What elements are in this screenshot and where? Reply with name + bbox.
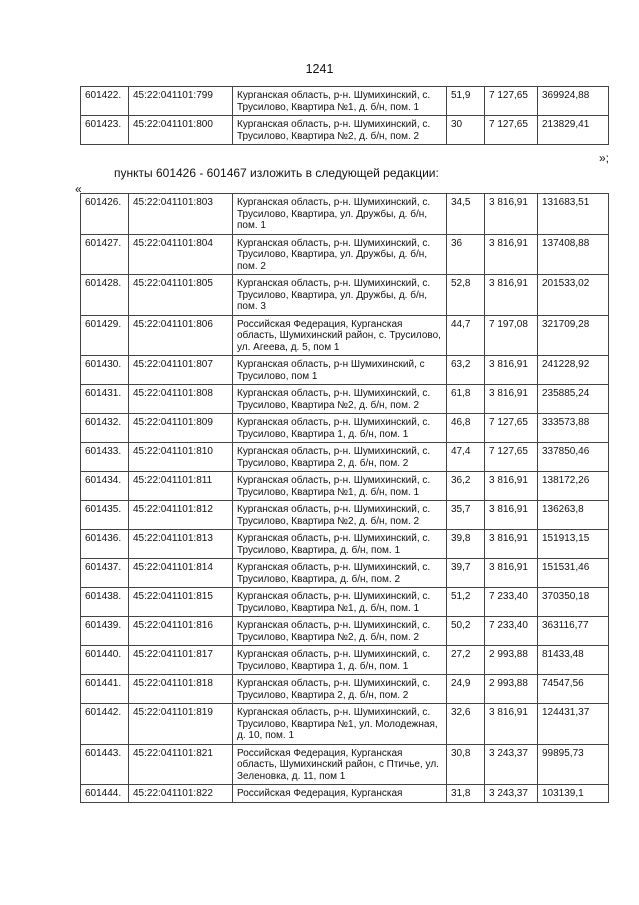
amendment-instruction: пункты 601426 - 601467 изложить в следующей редакции:	[114, 166, 439, 180]
address-cell: Курганская область, р-н Шумихинский, с Трусилово, пом 1	[233, 356, 447, 385]
cadastral-number-cell: 45:22:041101:819	[129, 704, 233, 745]
cadastral-number-cell: 45:22:041101:800	[129, 116, 233, 145]
table-row	[81, 472, 609, 501]
table-row	[81, 646, 609, 675]
cadastral-value-cell: 241228,92	[538, 356, 609, 385]
specific-value-cell: 3 243,37	[485, 785, 538, 803]
cadastral-value-cell: 151913,15	[538, 530, 609, 559]
closing-quote: »;	[598, 151, 609, 165]
address-cell: Курганская область, р-н. Шумихинский, с. Трусилово, Квартира, д. б/н, пом. 1	[233, 530, 447, 559]
area-cell: 31,8	[447, 785, 485, 803]
cadastral-value-cell: 74547,56	[538, 675, 609, 704]
address-cell: Российская Федерация, Курганская	[233, 785, 447, 803]
row-number-cell: 601440.	[81, 646, 129, 675]
area-cell: 51,2	[447, 588, 485, 617]
table-row	[81, 234, 609, 275]
cadastral-value-cell: 235885,24	[538, 385, 609, 414]
cadastral-number-cell: 45:22:041101:811	[129, 472, 233, 501]
table-row	[81, 116, 609, 145]
table-row	[81, 675, 609, 704]
cadastral-number-cell: 45:22:041101:813	[129, 530, 233, 559]
table-row	[81, 414, 609, 443]
area-cell: 36	[447, 234, 485, 275]
specific-value-cell: 7 197,08	[485, 315, 538, 356]
opening-quote: «	[75, 182, 82, 196]
cadastral-number-cell: 45:22:041101:810	[129, 443, 233, 472]
row-number-cell: 601434.	[81, 472, 129, 501]
address-cell: Курганская область, р-н. Шумихинский, с. Трусилово, Квартира, ул. Дружбы, д. б/н, пом. 1	[233, 194, 447, 235]
table-row	[81, 530, 609, 559]
row-number-cell: 601441.	[81, 675, 129, 704]
cadastral-value-cell: 151531,46	[538, 559, 609, 588]
specific-value-cell: 3 243,37	[485, 744, 538, 785]
table-row	[81, 785, 609, 803]
cadastral-value-cell: 370350,18	[538, 588, 609, 617]
cadastral-value-cell: 137408,88	[538, 234, 609, 275]
specific-value-cell: 3 816,91	[485, 530, 538, 559]
row-number-cell: 601428.	[81, 275, 129, 316]
row-number-cell: 601443.	[81, 744, 129, 785]
registry-table-main	[80, 193, 609, 803]
table-row	[81, 315, 609, 356]
cadastral-value-cell: 213829,41	[538, 116, 609, 145]
specific-value-cell: 3 816,91	[485, 356, 538, 385]
area-cell: 39,8	[447, 530, 485, 559]
specific-value-cell: 3 816,91	[485, 385, 538, 414]
row-number-cell: 601442.	[81, 704, 129, 745]
row-number-cell: 601439.	[81, 617, 129, 646]
cadastral-value-cell: 363116,77	[538, 617, 609, 646]
row-number-cell: 601430.	[81, 356, 129, 385]
cadastral-number-cell: 45:22:041101:814	[129, 559, 233, 588]
area-cell: 39,7	[447, 559, 485, 588]
cadastral-number-cell: 45:22:041101:815	[129, 588, 233, 617]
address-cell: Курганская область, р-н. Шумихинский, с. Трусилово, Квартира 2, д. б/н, пом. 2	[233, 675, 447, 704]
cadastral-value-cell: 81433,48	[538, 646, 609, 675]
table-row	[81, 194, 609, 235]
specific-value-cell: 3 816,91	[485, 501, 538, 530]
area-cell: 50,2	[447, 617, 485, 646]
cadastral-value-cell: 337850,46	[538, 443, 609, 472]
cadastral-value-cell: 124431,37	[538, 704, 609, 745]
cadastral-number-cell: 45:22:041101:803	[129, 194, 233, 235]
specific-value-cell: 3 816,91	[485, 704, 538, 745]
address-cell: Курганская область, р-н. Шумихинский, с. Трусилово, Квартира 2, д. б/н, пом. 2	[233, 443, 447, 472]
table-row	[81, 704, 609, 745]
specific-value-cell: 3 816,91	[485, 559, 538, 588]
specific-value-cell: 2 993,88	[485, 675, 538, 704]
table-row	[81, 87, 609, 116]
page-number: 1241	[305, 62, 334, 76]
specific-value-cell: 7 127,65	[485, 443, 538, 472]
cadastral-value-cell: 333573,88	[538, 414, 609, 443]
area-cell: 44,7	[447, 315, 485, 356]
table-row	[81, 588, 609, 617]
cadastral-value-cell: 321709,28	[538, 315, 609, 356]
table-row	[81, 559, 609, 588]
row-number-cell: 601432.	[81, 414, 129, 443]
address-cell: Курганская область, р-н. Шумихинский, с. Трусилово, Квартира, д. б/н, пом. 2	[233, 559, 447, 588]
area-cell: 35,7	[447, 501, 485, 530]
address-cell: Курганская область, р-н. Шумихинский, с. Трусилово, Квартира №2, д. б/н, пом. 2	[233, 501, 447, 530]
cadastral-number-cell: 45:22:041101:818	[129, 675, 233, 704]
area-cell: 52,8	[447, 275, 485, 316]
cadastral-number-cell: 45:22:041101:822	[129, 785, 233, 803]
address-cell: Курганская область, р-н. Шумихинский, с. Трусилово, Квартира №1, ул. Молодежная, д. 10, пом. 1	[233, 704, 447, 745]
address-cell: Курганская область, р-н. Шумихинский, с. Трусилово, Квартира №1, д. б/н, пом. 1	[233, 87, 447, 116]
row-number-cell: 601436.	[81, 530, 129, 559]
cadastral-number-cell: 45:22:041101:805	[129, 275, 233, 316]
row-number-cell: 601438.	[81, 588, 129, 617]
row-number-cell: 601437.	[81, 559, 129, 588]
area-cell: 30	[447, 116, 485, 145]
cadastral-value-cell: 201533,02	[538, 275, 609, 316]
cadastral-number-cell: 45:22:041101:809	[129, 414, 233, 443]
specific-value-cell: 3 816,91	[485, 234, 538, 275]
specific-value-cell: 7 127,65	[485, 116, 538, 145]
specific-value-cell: 7 233,40	[485, 617, 538, 646]
row-number-cell: 601423.	[81, 116, 129, 145]
table-row	[81, 744, 609, 785]
specific-value-cell: 3 816,91	[485, 194, 538, 235]
area-cell: 46,8	[447, 414, 485, 443]
address-cell: Курганская область, р-н. Шумихинский, с. Трусилово, Квартира №2, д. б/н, пом. 2	[233, 617, 447, 646]
cadastral-number-cell: 45:22:041101:812	[129, 501, 233, 530]
cadastral-number-cell: 45:22:041101:799	[129, 87, 233, 116]
row-number-cell: 601422.	[81, 87, 129, 116]
table-row	[81, 275, 609, 316]
cadastral-number-cell: 45:22:041101:821	[129, 744, 233, 785]
address-cell: Российская Федерация, Курганская область, Шумихинский район, с. Трусилово, ул. Агеева, д. 5, пом 1	[233, 315, 447, 356]
cadastral-value-cell: 103139,1	[538, 785, 609, 803]
address-cell: Курганская область, р-н. Шумихинский, с. Трусилово, Квартира 1, д. б/н, пом. 1	[233, 646, 447, 675]
specific-value-cell: 7 127,65	[485, 87, 538, 116]
area-cell: 63,2	[447, 356, 485, 385]
cadastral-number-cell: 45:22:041101:816	[129, 617, 233, 646]
row-number-cell: 601435.	[81, 501, 129, 530]
address-cell: Курганская область, р-н. Шумихинский, с. Трусилово, Квартира 1, д. б/н, пом. 1	[233, 414, 447, 443]
row-number-cell: 601427.	[81, 234, 129, 275]
cadastral-value-cell: 369924,88	[538, 87, 609, 116]
address-cell: Курганская область, р-н. Шумихинский, с. Трусилово, Квартира, ул. Дружбы, д. б/н, пом. 3	[233, 275, 447, 316]
area-cell: 27,2	[447, 646, 485, 675]
table-row	[81, 617, 609, 646]
specific-value-cell: 3 816,91	[485, 472, 538, 501]
address-cell: Курганская область, р-н. Шумихинский, с. Трусилово, Квартира, ул. Дружбы, д. б/н, пом. 2	[233, 234, 447, 275]
area-cell: 24,9	[447, 675, 485, 704]
table-row	[81, 356, 609, 385]
area-cell: 51,9	[447, 87, 485, 116]
area-cell: 34,5	[447, 194, 485, 235]
area-cell: 32,6	[447, 704, 485, 745]
address-cell: Курганская область, р-н. Шумихинский, с. Трусилово, Квартира №2, д. б/н, пом. 2	[233, 385, 447, 414]
cadastral-number-cell: 45:22:041101:817	[129, 646, 233, 675]
specific-value-cell: 3 816,91	[485, 275, 538, 316]
row-number-cell: 601429.	[81, 315, 129, 356]
area-cell: 61,8	[447, 385, 485, 414]
registry-table-top	[80, 86, 609, 145]
row-number-cell: 601431.	[81, 385, 129, 414]
specific-value-cell: 7 127,65	[485, 414, 538, 443]
table-row	[81, 501, 609, 530]
address-cell: Курганская область, р-н. Шумихинский, с. Трусилово, Квартира №1, д. б/н, пом. 1	[233, 588, 447, 617]
cadastral-value-cell: 131683,51	[538, 194, 609, 235]
area-cell: 30,8	[447, 744, 485, 785]
cadastral-number-cell: 45:22:041101:806	[129, 315, 233, 356]
row-number-cell: 601426.	[81, 194, 129, 235]
cadastral-number-cell: 45:22:041101:804	[129, 234, 233, 275]
specific-value-cell: 2 993,88	[485, 646, 538, 675]
table-row	[81, 385, 609, 414]
cadastral-value-cell: 136263,8	[538, 501, 609, 530]
specific-value-cell: 7 233,40	[485, 588, 538, 617]
area-cell: 36,2	[447, 472, 485, 501]
address-cell: Курганская область, р-н. Шумихинский, с. Трусилово, Квартира №2, д. б/н, пом. 2	[233, 116, 447, 145]
row-number-cell: 601433.	[81, 443, 129, 472]
table-row	[81, 443, 609, 472]
address-cell: Курганская область, р-н. Шумихинский, с. Трусилово, Квартира №1, д. б/н, пом. 1	[233, 472, 447, 501]
cadastral-value-cell: 99895,73	[538, 744, 609, 785]
cadastral-value-cell: 138172,26	[538, 472, 609, 501]
cadastral-number-cell: 45:22:041101:808	[129, 385, 233, 414]
address-cell: Российская Федерация, Курганская область, Шумихинский район, с Птичье, ул. Зеленовка, д. 11, пом 1	[233, 744, 447, 785]
cadastral-number-cell: 45:22:041101:807	[129, 356, 233, 385]
area-cell: 47,4	[447, 443, 485, 472]
row-number-cell: 601444.	[81, 785, 129, 803]
